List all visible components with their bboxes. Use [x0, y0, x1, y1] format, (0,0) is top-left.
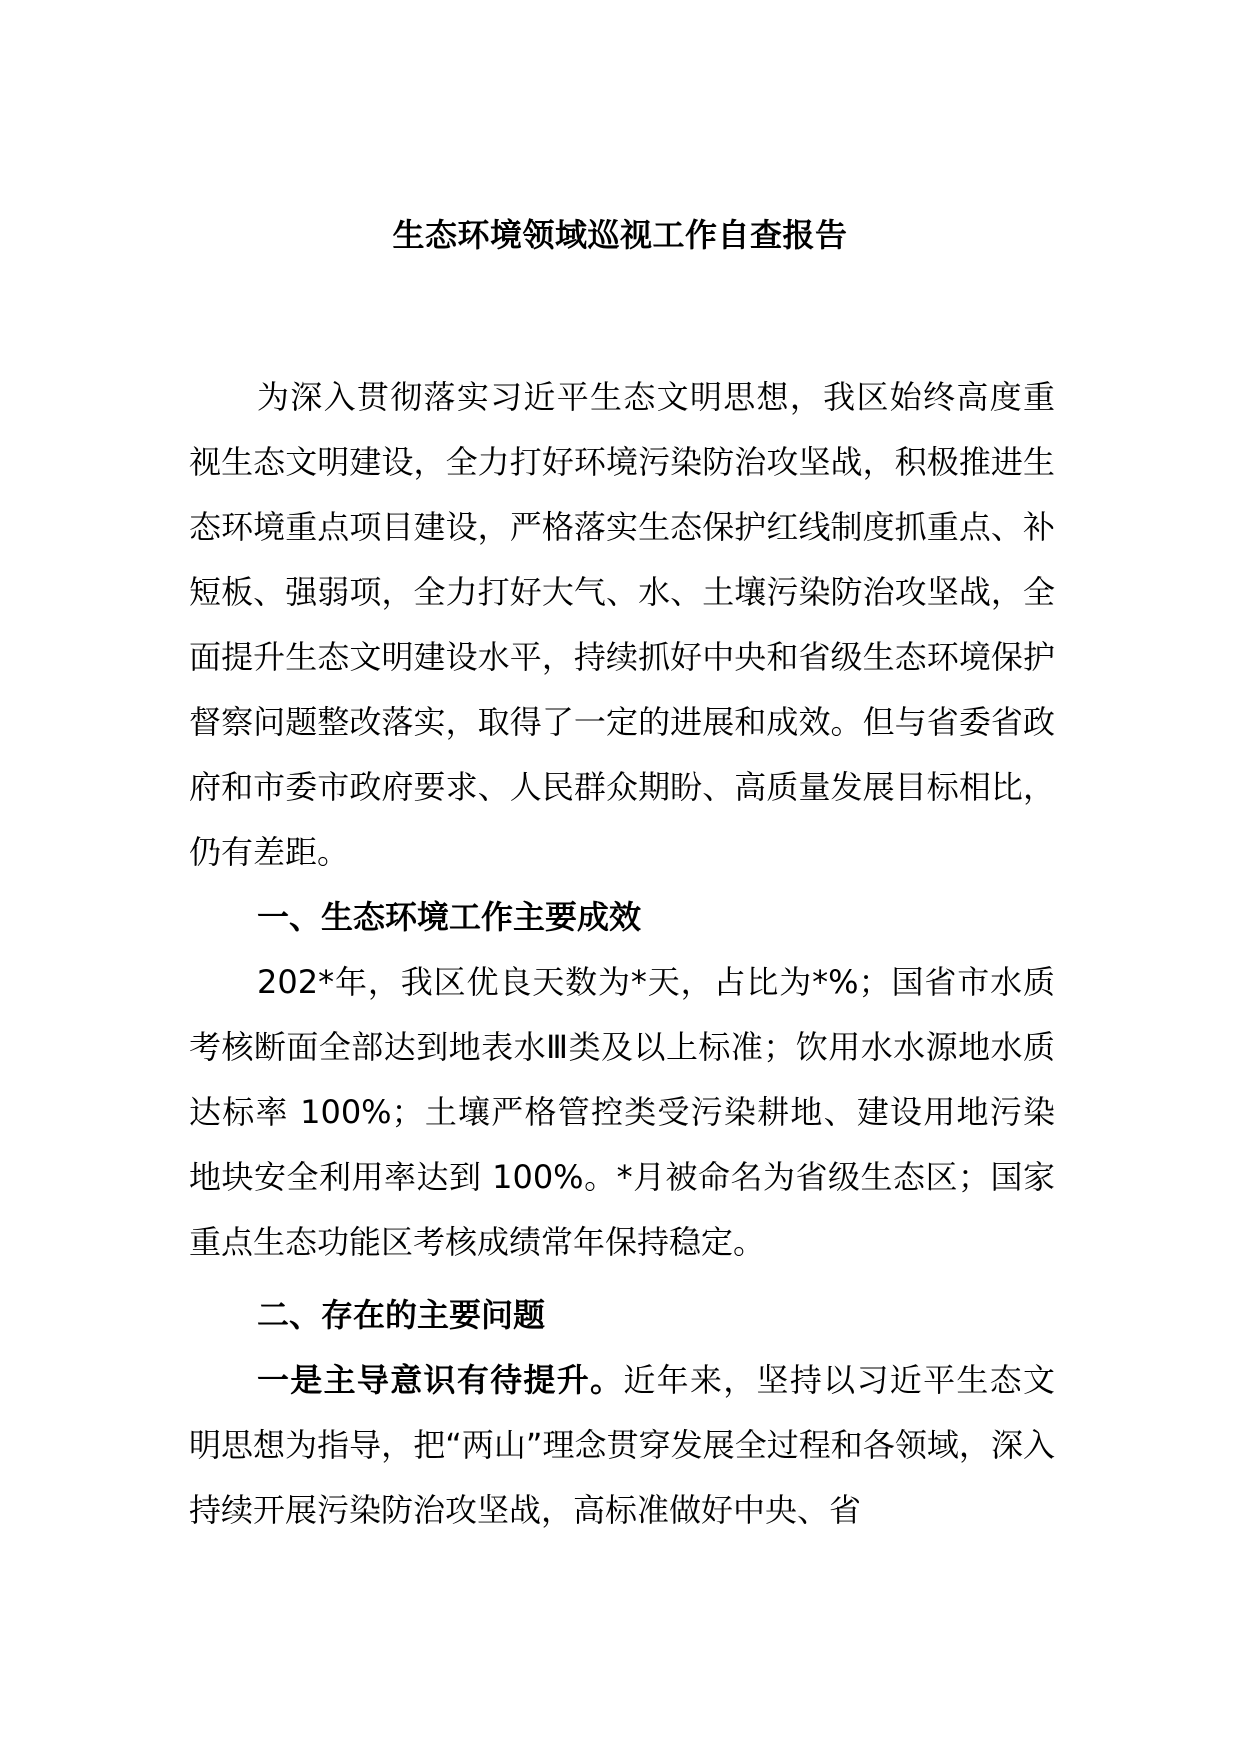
section-heading-achievements: 一、生态环境工作主要成效	[257, 898, 642, 936]
problems-paragraph	[189, 1348, 1055, 1543]
intro-paragraph: 为深入贯彻落实习近平生态文明思想，我区始终高度重视生态文明建设，全力打好环境污染防治攻坚战，积极推进生态环境重点项目建设，严格落实生态保护红线制度抓重点、补短板、强弱项，全力打好大气、水、土壤污染防治攻坚战，全面提升生态文明建设水平，持续抓好中央和省级生态环境保护督察问题整改落实，取得了一定的进展和成效。但与省委省政府和市委市政府要求、人民群众期盼、高质量发展目标相比，仍有差距。	[189, 378, 1055, 871]
problem-one-lead: 一是主导意识有待提升。	[257, 1361, 624, 1399]
section-heading-problems: 二、存在的主要问题	[257, 1296, 546, 1334]
document-title: 生态环境领域巡视工作自查报告	[392, 216, 848, 254]
problem-one-text: 近年来，坚持以习近平生态文明思想为指导，把“两山”理念贯穿发展全过程和各领域，深入持续开展污染防治攻坚战，高标准做好中央、省	[189, 1361, 1055, 1529]
achievements-paragraph: 202*年，我区优良天数为*天，占比为*%；国省市水质考核断面全部达到地表水Ⅲ类及以上标准；饮用水水源地水质达标率 100%；土壤严格管控类受污染耕地、建设用地污染地块安全利用率达到 100%。*月被命名为省级生态区；国家重点生态功能区考核成绩常年保持稳定。	[189, 963, 1055, 1261]
